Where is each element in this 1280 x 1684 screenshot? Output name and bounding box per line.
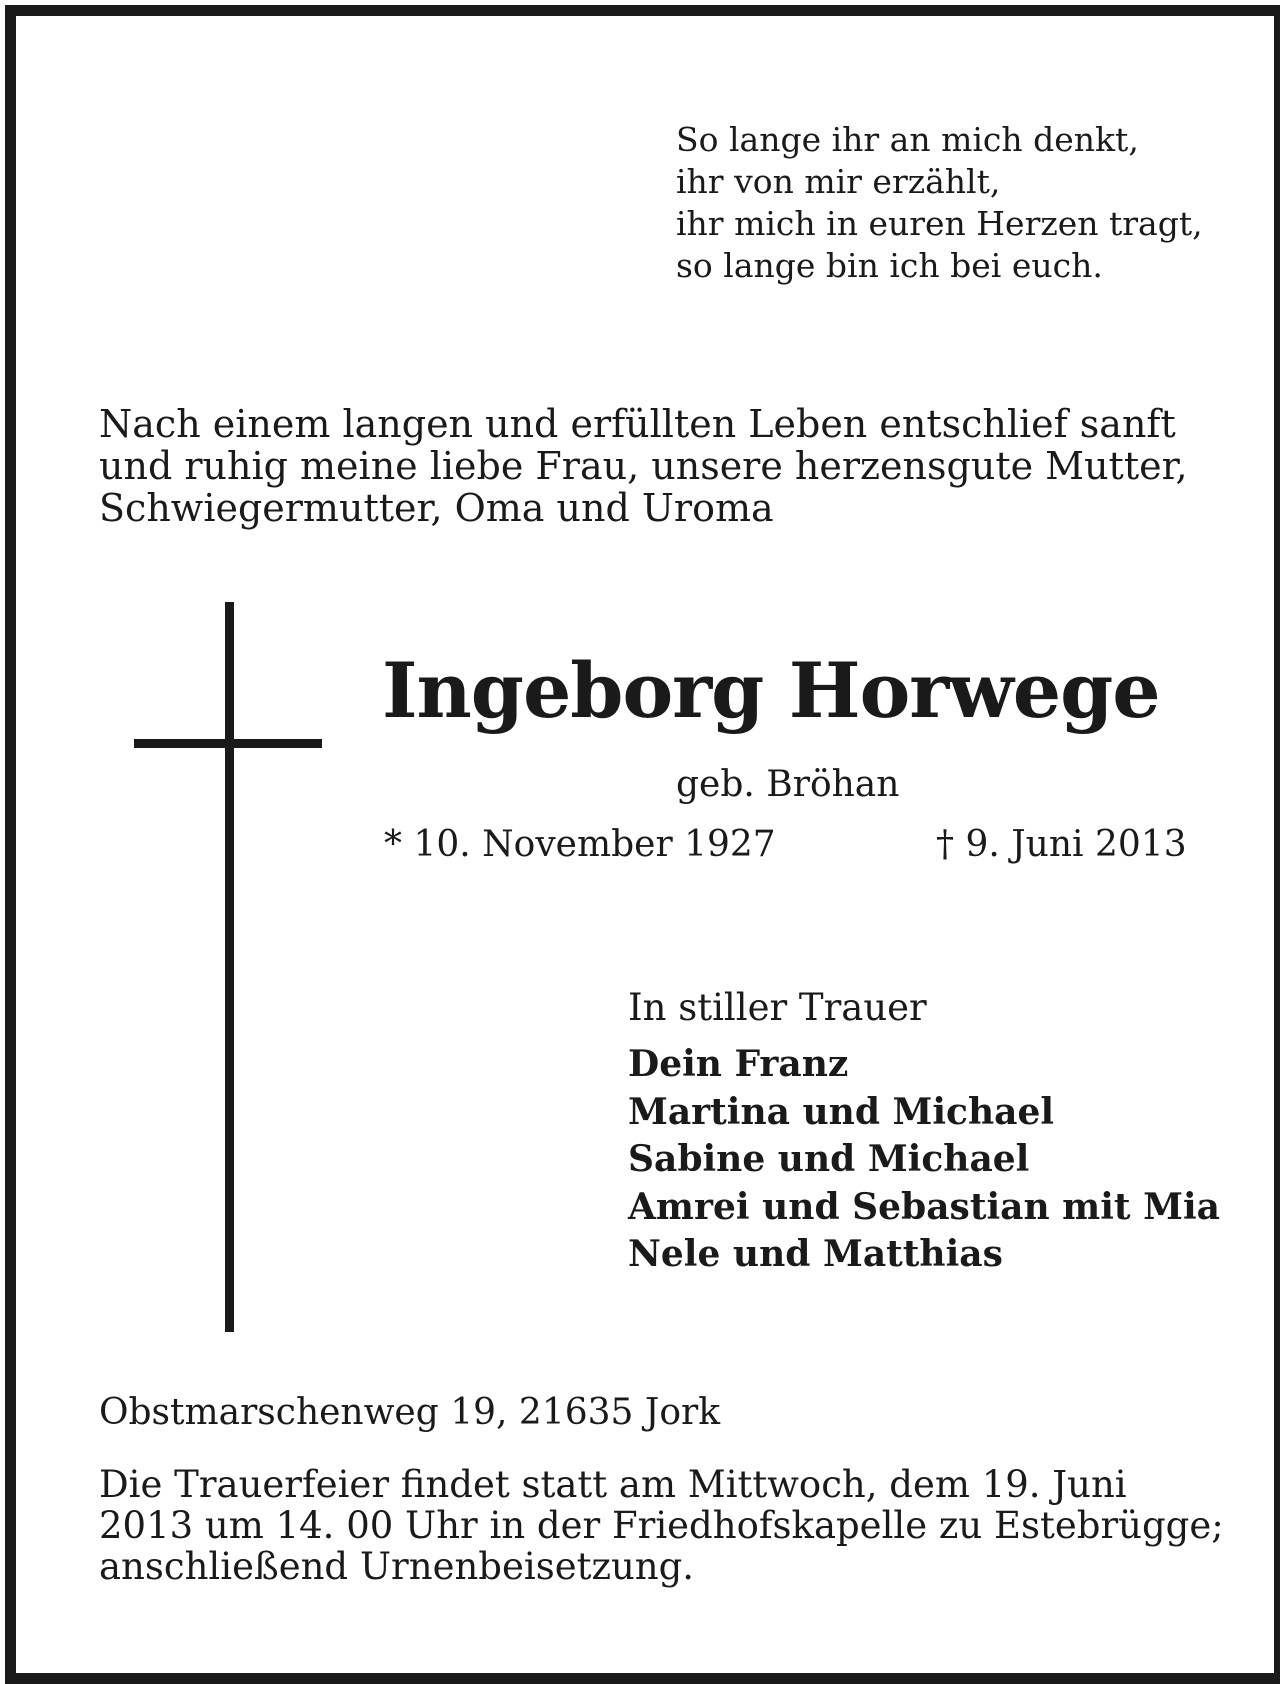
funeral-ceremony-info xyxy=(99,1464,1224,1587)
poem-line: so lange bin ich bei euch. xyxy=(676,246,1103,285)
poem-line: ihr mich in euren Herzen tragt, xyxy=(676,204,1203,243)
mourner-name: Sabine und Michael xyxy=(628,1138,1030,1180)
maiden-name: geb. Bröhan xyxy=(676,764,900,805)
ceremony-line: Die Trauerfeier findet statt am Mittwoch, dem 19. Juni xyxy=(99,1463,1127,1506)
intro-line: Nach einem langen und erfüllten Leben entschlief sanft xyxy=(99,402,1176,446)
death-date: † 9. Juni 2013 xyxy=(936,824,1187,865)
family-address: Obstmarschenweg 19, 21635 Jork xyxy=(99,1392,721,1433)
poem-line: ihr von mir erzählt, xyxy=(676,162,1001,201)
birth-date: * 10. November 1927 xyxy=(384,824,776,865)
cross-vertical-beam xyxy=(225,602,234,1332)
poem-line: So lange ihr an mich denkt, xyxy=(676,120,1139,159)
mourning-heading: In stiller Trauer xyxy=(628,986,927,1029)
mourner-name: Amrei und Sebastian mit Mia xyxy=(628,1185,1220,1228)
mourner-name: Dein Franz xyxy=(628,1043,849,1085)
ceremony-line: anschließend Urnenbeisetzung. xyxy=(99,1545,695,1588)
mourner-name: Martina und Michael xyxy=(628,1090,1055,1133)
intro-line: Schwiegermutter, Oma und Uroma xyxy=(99,486,774,530)
deceased-name: Ingeborg Horwege xyxy=(382,646,1160,735)
mourner-name: Nele und Matthias xyxy=(628,1233,1003,1275)
memorial-poem xyxy=(676,119,1203,287)
cross-horizontal-beam xyxy=(134,739,322,748)
intro-line: und ruhig meine liebe Frau, unsere herzensgute Mutter, xyxy=(99,444,1188,488)
obituary-notice xyxy=(5,5,1280,1684)
mourners-list xyxy=(628,1041,1220,1279)
intro-text xyxy=(99,403,1229,529)
ceremony-line: 2013 um 14. 00 Uhr in der Friedhofskapelle zu Estebrügge; xyxy=(99,1504,1224,1547)
